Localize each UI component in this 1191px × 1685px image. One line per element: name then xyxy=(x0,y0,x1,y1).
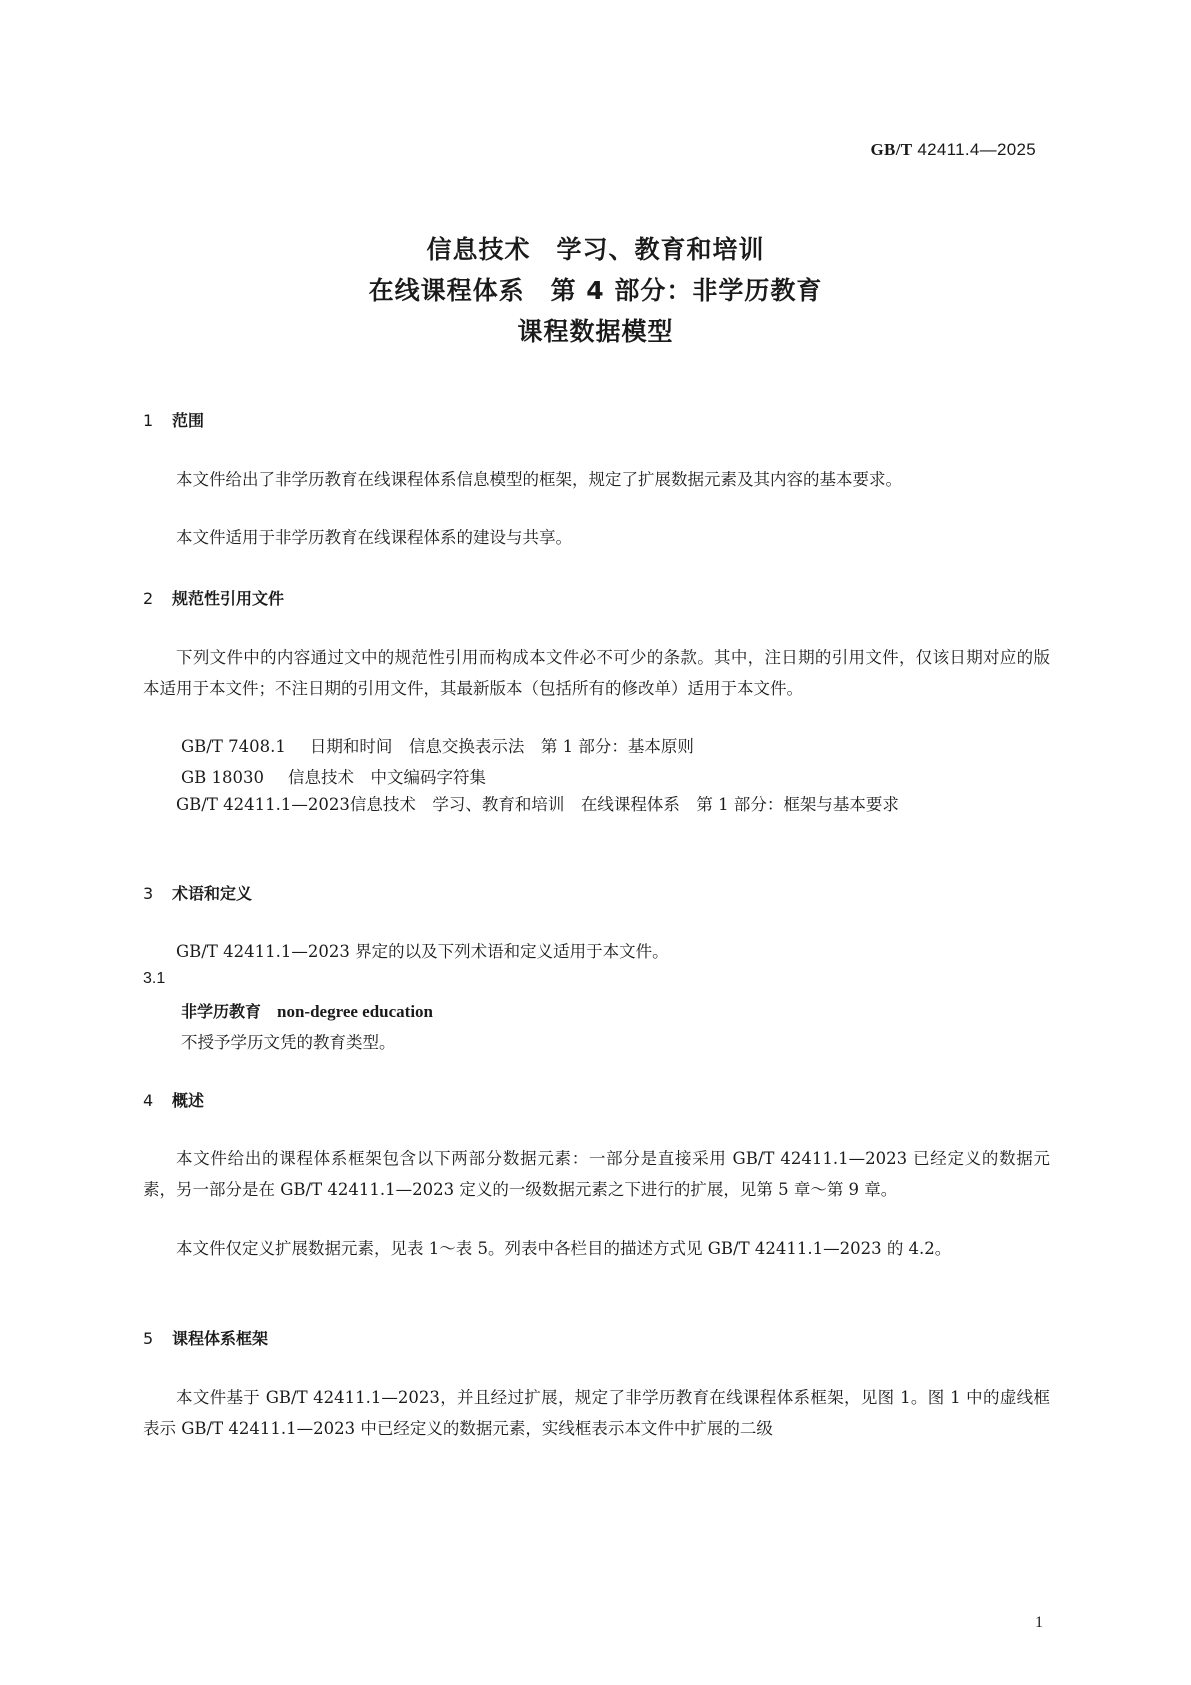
term-chinese: 非学历教育 xyxy=(181,1002,262,1021)
section-4-paragraph-1: 本文件给出的课程体系框架包含以下两部分数据元素：一部分是直接采用 GB/T 42411.1—2023 已经定义的数据元素，另一部分是在 GB/T 42411.1—2023 定义的一级数据元素之下进行的扩展，见第 5 章～第 9 章。 xyxy=(143,1149,1050,1199)
section-5-paragraph-1: 本文件基于 GB/T 42411.1—2023，并且经过扩展，规定了非学历教育在线课程体系框架，见图 1。图 1 中的虚线框表示 GB/T 42411.1—2023 中已经定义的数据元素，实线框表示本文件中扩展的二级 xyxy=(143,1388,1050,1438)
section-3-paragraph-1: GB/T 42411.1—2023 界定的以及下列术语和定义适用于本文件。 xyxy=(176,942,669,961)
standard-number: 42411.4—2025 xyxy=(917,140,1036,159)
title-line-2-part-a: 在线课程体系 xyxy=(368,276,525,305)
section-2-paragraph-1: 下列文件中的内容通过文中的规范性引用而构成本文件必不可少的条款。其中，注日期的引用文件，仅该日期对应的版本适用于本文件；不注日期的引用文件，其最新版本（包括所有的修改单）适用于本文件。 xyxy=(143,648,1050,698)
section-1-paragraph-2: 本文件适用于非学历教育在线课程体系的建设与共享。 xyxy=(176,528,572,547)
section-3-heading xyxy=(143,881,252,904)
section-4-title: 概述 xyxy=(172,1091,205,1110)
title-line-1-part-a: 信息技术 xyxy=(426,235,531,264)
title-line-3: 课程数据模型 xyxy=(517,317,674,346)
reference-title: 日期和时间 信息交换表示法 第 1 部分：基本原则 xyxy=(309,737,694,756)
title-line-2-part-b: 第 4 部分：非学历教育 xyxy=(550,276,823,305)
reference-code: GB/T 42411.1—2023 xyxy=(176,795,350,814)
section-4-paragraph-2: 本文件仅定义扩展数据元素，见表 1～表 5。列表中各栏目的描述方式见 GB/T 42411.1—2023 的 4.2。 xyxy=(176,1239,952,1258)
section-1-title: 范围 xyxy=(172,411,205,430)
reference-title: 信息技术 中文编码字符集 xyxy=(288,768,487,787)
section-3-number: 3 xyxy=(143,884,154,903)
section-5-title: 课程体系框架 xyxy=(172,1329,269,1348)
reference-title: 信息技术 学习、教育和培训 在线课程体系 第 1 部分：框架与基本要求 xyxy=(349,795,899,814)
section-2-number: 2 xyxy=(143,589,154,608)
section-4-heading xyxy=(143,1088,204,1111)
normative-reference-1 xyxy=(181,733,694,757)
standard-prefix: GB/T xyxy=(870,140,913,159)
title-line-2 xyxy=(0,271,1191,307)
section-5-number: 5 xyxy=(143,1329,154,1348)
section-2-title: 规范性引用文件 xyxy=(172,589,285,608)
section-2-heading xyxy=(143,586,284,609)
section-4-number: 4 xyxy=(143,1091,154,1110)
section-1-number: 1 xyxy=(143,411,154,430)
standard-code xyxy=(871,140,1036,160)
title-line-1-part-b: 学习、教育和培训 xyxy=(556,235,765,264)
title-line-1 xyxy=(0,230,1191,266)
term-entry xyxy=(181,999,433,1022)
section-3-title: 术语和定义 xyxy=(172,884,253,903)
term-english: non-degree education xyxy=(277,1002,434,1021)
reference-code: GB 18030 xyxy=(181,768,265,787)
normative-reference-3 xyxy=(143,789,1050,820)
section-5-heading xyxy=(143,1326,268,1349)
page-number: 1 xyxy=(1035,1614,1043,1631)
section-1-heading xyxy=(143,408,204,431)
term-definition: 不授予学历文凭的教育类型。 xyxy=(181,1033,396,1052)
section-1-paragraph-1: 本文件给出了非学历教育在线课程体系信息模型的框架，规定了扩展数据元素及其内容的基本要求。 xyxy=(176,470,902,489)
normative-reference-2 xyxy=(181,764,486,788)
reference-code: GB/T 7408.1 xyxy=(181,737,286,756)
term-number: 3.1 xyxy=(143,970,166,987)
